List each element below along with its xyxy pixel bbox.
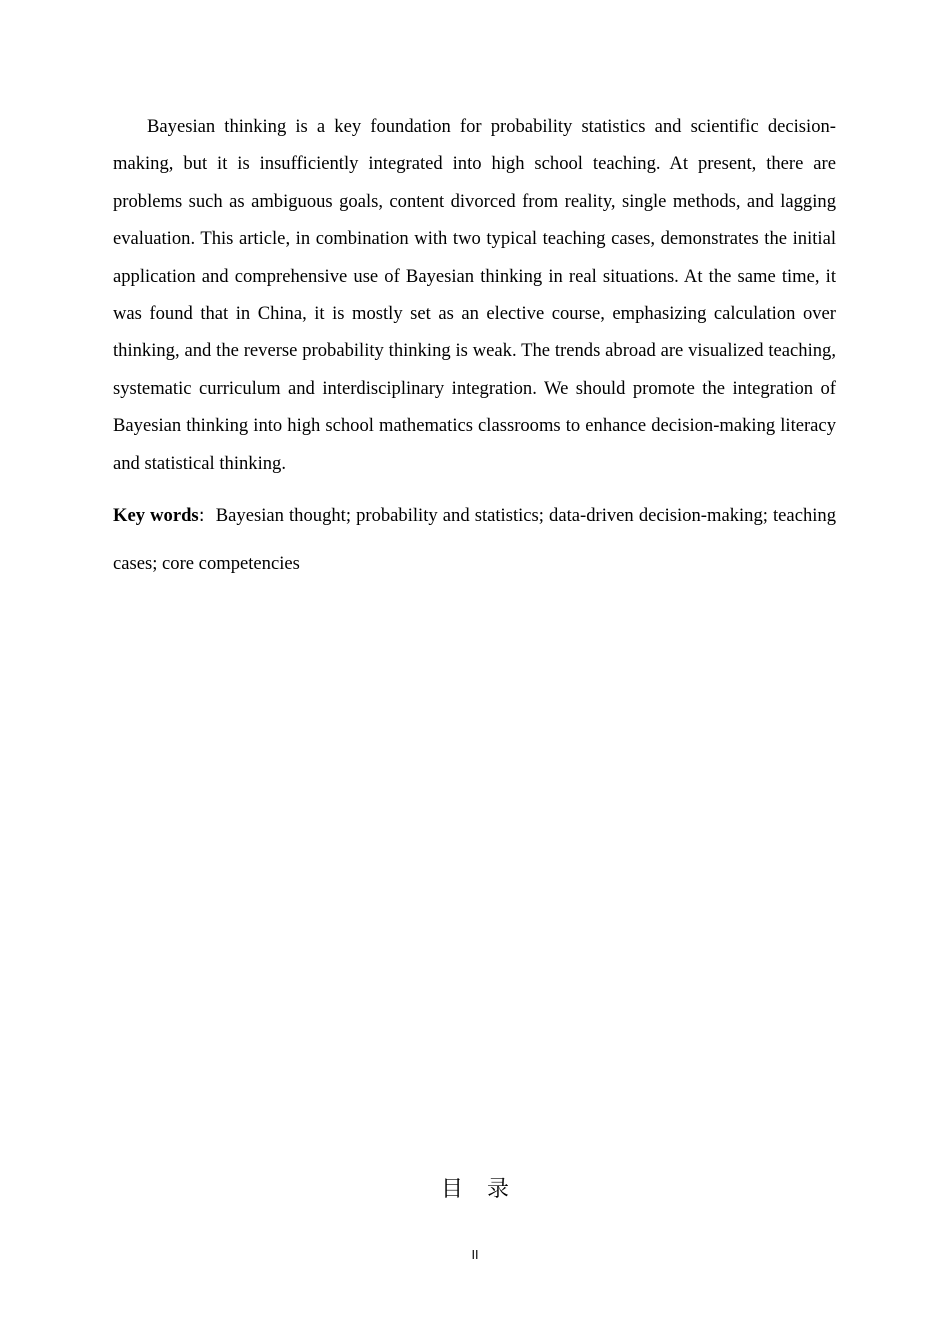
keywords-separator: : (198, 505, 205, 526)
keywords-text: Bayesian thought; probability and statistics; data-driven decision-making; teaching cases; core competencies (113, 505, 836, 574)
abstract-paragraph: Bayesian thinking is a key foundation for probability statistics and scientific decision-making, but it is insufficiently integrated into high school teaching. At present, there are problems such as ambiguous goals, content divorced from reality, single methods, and lagging evaluation. This article, in combination with two typical teaching cases, demonstrates the initial application and comprehensive use of Bayesian thinking in real situations. At the same time, it was found that in China, it is mostly set as an elective course, emphasizing calculation over thinking, and the reverse probability thinking is weak. The trends abroad are visualized teaching, systematic curriculum and interdisciplinary integration. We should promote the integration of Bayesian thinking into high school mathematics classrooms to enhance decision-making literacy and statistical thinking. (113, 116, 836, 474)
keywords-paragraph (113, 492, 836, 588)
page-number: II (471, 1248, 479, 1262)
table-of-contents-heading: 目录 (440, 1177, 533, 1202)
keywords-label: Key words (113, 505, 199, 526)
